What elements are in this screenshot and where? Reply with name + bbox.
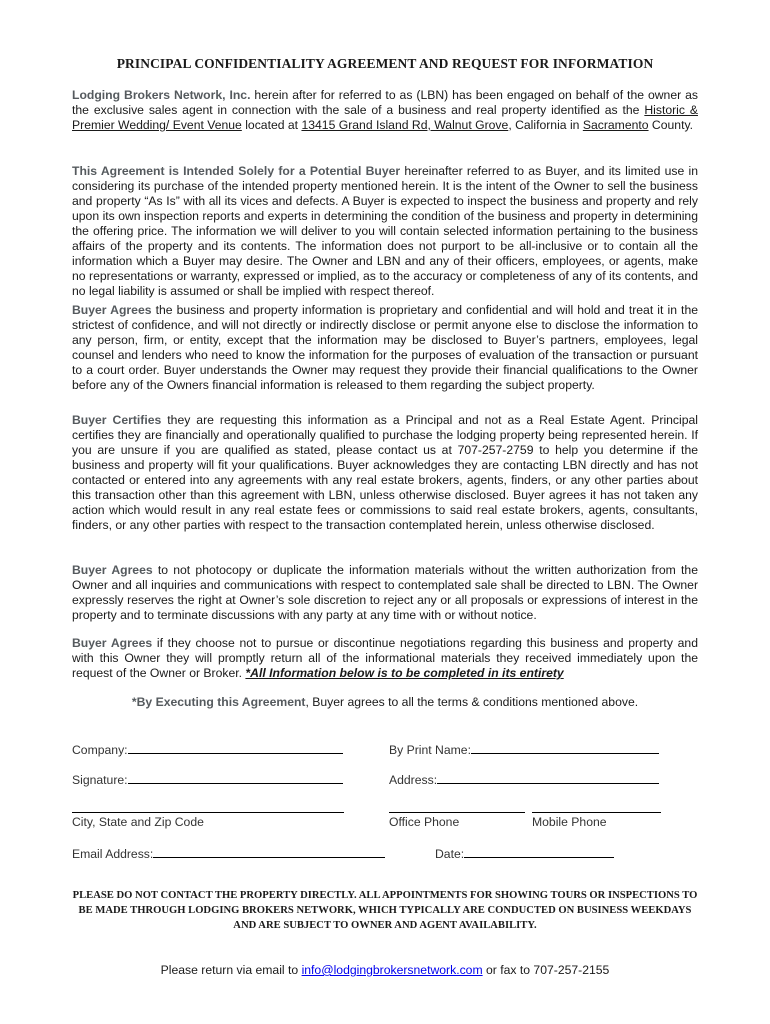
date-input-line[interactable] [464, 845, 614, 858]
email-input-line[interactable] [153, 845, 385, 858]
company-name: Lodging Brokers Network, Inc. [72, 88, 251, 102]
signature-field[interactable] [72, 771, 343, 787]
address-label: Address: [389, 773, 438, 787]
print-name-input-line[interactable] [471, 741, 659, 754]
company-label: Company: [72, 743, 128, 757]
signature-input-line[interactable] [128, 771, 343, 784]
address-field[interactable] [389, 771, 659, 787]
city-input-line[interactable] [72, 812, 344, 813]
agreement-paragraph: This Agreement is Intended Solely for a Potential Buyer hereinafter referred to as Buyer, and its limited use in considering its purchase of the intended property mentioned herein. It is the intent of the Owner to sell the business and property “As Is” with all its vices and defects. A Buyer is expected to inspect the business and property and rely upon its own inspection reports and experts in determining the condition of the business and property in determining the offering price. The information we will deliver to you will contain selected information pertaining to the business affairs of the property and its contents. The information does not purport to be all-inclusive or to contain all the information which a Buyer may desire. The Owner and LBN and any of their officers, employees, or agents, make no representations or warranty, expressed or implied, as to the accuracy or completeness of any of its contents, and no legal liability is assumed or shall be implied with respect thereof. [72, 164, 698, 298]
company-input-line[interactable] [128, 741, 343, 754]
address-input-line[interactable] [437, 771, 659, 784]
date-field[interactable] [435, 845, 614, 861]
email-field[interactable] [72, 845, 385, 861]
company-field[interactable] [72, 741, 343, 757]
office-phone-label: Office Phone [389, 815, 460, 829]
buyer-agrees-no-copy-paragraph: Buyer Agrees to not photocopy or duplicate the information materials without the written authorization from the Owner and all inquiries and communications with respect to contemplated sale shall be directed to LBN. The Owner expressly reserves the right at Owner’s sole discretion to reject any or all proposals or expressions of interest in the property and to terminate discussions with any party at any time with or without notice. [72, 563, 698, 622]
email-link[interactable]: info@lodgingbrokersnetwork.com [301, 963, 483, 977]
buyer-agrees-confidentiality-paragraph: Buyer Agrees the business and property information is proprietary and confidential and will hold and treat it in the strictest of confidence, and will not directly or indirectly disclose or permit anyone else to disclose the information to any person, firm, or entity, except that the information may be disclosed to Buyer’s partners, employees, legal counsel and lenders who need to know the information for the purposes of evaluation of the transaction or pursuant to a court order. Buyer understands the Owner may request they provide their financial qualifications to the Owner before any of the Owners financial information is released to them regarding the subject property. [72, 303, 698, 392]
return-instructions: Please return via email to info@lodgingbrokersnetwork.com or fax to 707-257-2155 [160, 963, 610, 977]
date-label: Date: [435, 847, 465, 861]
contact-notice: PLEASE DO NOT CONTACT THE PROPERTY DIRECTLY. ALL APPOINTMENTS FOR SHOWING TOURS OR INSPECTIONS TO BE MADE THROUGH LODGING BROKERS NETWORK, WHICH TYPICALLY ARE CONDUCTED ON BUSINESS WEEKDAYS AND ARE SUBJECT TO OWNER AND AGENT AVAILABILITY. [72, 890, 698, 931]
print-name-label: By Print Name: [389, 743, 471, 757]
city-label: City, State and Zip Code [72, 815, 204, 829]
office-phone-input-line[interactable] [389, 812, 525, 813]
buyer-certifies-paragraph: Buyer Certifies they are requesting this information as a Principal and not as a Real Estate Agent. Principal certifies they are financially and operationally qualified to purchase the lodging property being represented herein. If you are unsure if you are qualified as stated, please contact us at 707-257-2759 to help you determine if the business and property will fit your qualifications. Buyer acknowledges they are contacting LBN directly and has not contacted or entered into any agreements with any real estate brokers, agents, finders, or any other parties about this transaction other than this agreement with LBN, unless otherwise disclosed. Buyer agrees it has not taken any action which would result in any real estate fees or commissions to said real estate brokers, agents, consultants, finders, or any other parties with respect to the transaction contemplated herein, unless otherwise disclosed. [72, 413, 698, 532]
completion-notice: *All Information below is to be completed in its entirety [245, 666, 564, 680]
intro-paragraph: Lodging Brokers Network, Inc. herein after for referred to as (LBN) has been engaged on behalf of the owner as the exclusive sales agent in connection with the sale of a business and real property identified as the Historic & Premier Wedding/ Event Venue located at 13415 Grand Island Rd, Walnut Grove, California in Sacramento County. [72, 88, 698, 132]
execution-statement: *By Executing this Agreement, Buyer agrees to all the terms & conditions mentioned above. [131, 695, 639, 709]
county-name: Sacramento [582, 118, 649, 132]
signature-label: Signature: [72, 773, 128, 787]
mobile-phone-input-line[interactable] [532, 812, 661, 813]
property-name: Historic & Premier Wedding/ Event Venue [72, 103, 698, 132]
mobile-phone-label: Mobile Phone [532, 815, 607, 829]
property-address: 13415 Grand Island Rd, Walnut Grove [301, 118, 509, 132]
email-label: Email Address: [72, 847, 154, 861]
document-title: PRINCIPAL CONFIDENTIALITY AGREEMENT AND REQUEST FOR INFORMATION [116, 56, 654, 71]
buyer-agrees-return-paragraph: Buyer Agrees if they choose not to pursue or discontinue negotiations regarding this business and property and with this Owner they will promptly return all of the informational materials they received immediately upon the request of the Owner or Broker. *All Information below is to be completed in its entirety [72, 636, 698, 680]
print-name-field[interactable] [389, 741, 659, 757]
